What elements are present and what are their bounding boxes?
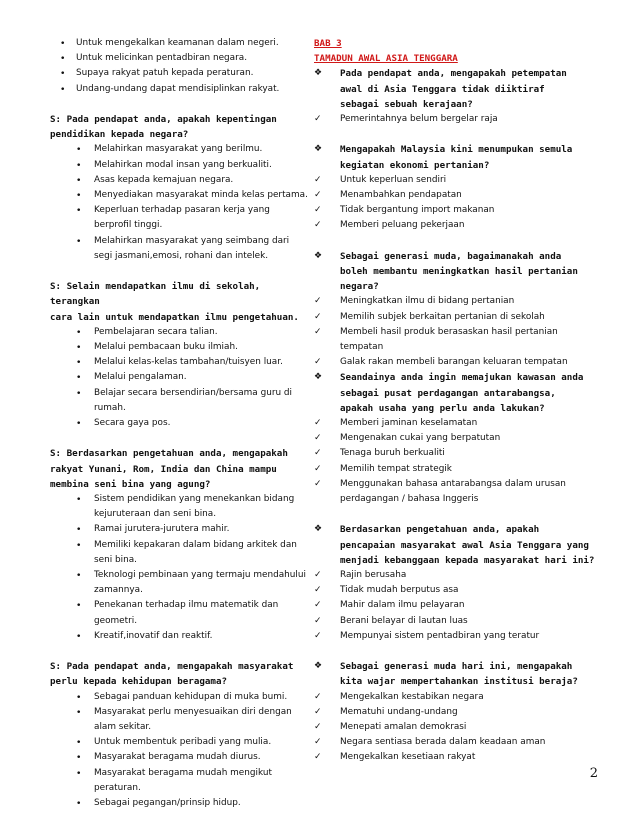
list-item [50, 766, 308, 796]
check-icon: ✓ [314, 357, 322, 368]
question-line: S: Berdasarkan pengetahuan anda, mengapakah [50, 448, 288, 460]
check-icon: ✓ [314, 585, 322, 596]
question-line: membina seni bina yang agung? [50, 478, 211, 490]
list-item-text: Sebagai panduan kehidupan di muka bumi. [94, 691, 288, 702]
list-item-text: seni bina. [94, 554, 137, 565]
check-icon: ✓ [314, 190, 322, 201]
item-text: Menepati amalan demokrasi [340, 722, 467, 733]
item-text: Memilih tempat strategik [340, 463, 452, 474]
check-icon: ✓ [314, 691, 322, 702]
check-icon: ✓ [314, 433, 322, 444]
list-item-text: Masyarakat beragama mudah diurus. [94, 752, 261, 763]
answer-item [314, 629, 596, 644]
item-text: Mempunyai sistem pentadbiran yang teratur [340, 630, 540, 641]
list-item-text: peraturan. [94, 782, 141, 793]
question-item [314, 659, 596, 689]
list-item [50, 142, 308, 157]
answer-item [314, 735, 596, 750]
list-item [50, 735, 308, 750]
list-item-text: Melalui pembacaan buku ilmiah. [94, 342, 238, 353]
item-text: Sebagai generasi muda, bagaimanakah anda [340, 250, 562, 262]
item-text: pencapaian masyarakat awal Asia Tenggara yang [340, 539, 589, 551]
item-text: kita wajar mempertahankan institusi beraja? [340, 676, 578, 688]
bullet-icon: • [76, 737, 82, 749]
list-item [50, 158, 308, 173]
answer-item [314, 112, 596, 127]
answer-item [314, 431, 596, 446]
check-icon: ✓ [314, 615, 322, 626]
question-item [314, 66, 596, 112]
check-icon: ✓ [314, 311, 322, 322]
bullet-icon: • [76, 326, 82, 338]
item-text: Menambahkan pendapatan [340, 190, 462, 201]
list-item [50, 568, 308, 598]
item-text: Memilih subjek berkaitan pertanian di sekolah [340, 311, 545, 322]
list-item [50, 705, 308, 735]
list-item [50, 188, 308, 203]
list-item-text: Melalui pengalaman. [94, 372, 187, 383]
list-item-text: Supaya rakyat patuh kepada peraturan. [76, 68, 254, 79]
list-item [50, 355, 308, 370]
question-line: cara lain untuk mendapatkan ilmu pengetahuan. [50, 311, 299, 323]
check-icon: ✓ [314, 448, 322, 459]
list-item-text: Menyediakan masyarakat minda kelas pertama. [94, 190, 308, 201]
list-item-text: Untuk melicinkan pentadbiran negara. [76, 53, 248, 64]
answer-item [314, 416, 596, 431]
check-icon: ✓ [314, 600, 322, 611]
list-item-text: Belajar secara bersendirian/bersama guru di [94, 387, 293, 398]
diamond-bullet-icon: ❖ [314, 524, 323, 535]
question-line: S: Pada pendapat anda, mengapakah masyarakat [50, 661, 294, 673]
check-icon: ✓ [314, 326, 322, 337]
list-item-text: Keperluan terhadap pasaran kerja yang [94, 205, 270, 216]
diamond-bullet-icon: ❖ [314, 661, 323, 672]
answer-item [314, 614, 596, 629]
list-item-text: alam sekitar. [94, 722, 152, 733]
item-text: Menggunakan bahasa antarabangsa dalam urusan [340, 478, 566, 489]
list-item-text: Untuk mengekalkan keamanan dalam negeri. [76, 38, 279, 48]
answer-item [314, 355, 596, 370]
page-number: 2 [589, 766, 598, 781]
bullet-icon: • [76, 691, 82, 703]
bullet-icon: • [76, 494, 82, 506]
bullet-icon: • [76, 570, 82, 582]
check-icon: ✓ [314, 418, 322, 429]
list-item-text: Melahirkan masyarakat yang berilmu. [94, 144, 263, 155]
question-line: rakyat Yunani, Rom, India dan China mampu [50, 463, 277, 475]
diamond-bullet-icon: ❖ [314, 372, 323, 383]
answer-item [314, 462, 596, 477]
spacer [314, 507, 596, 522]
item-text: apakah usaha yang perlu anda lakukan? [340, 402, 545, 414]
list-item [50, 796, 308, 811]
right-column [314, 36, 596, 766]
item-text: perdagangan / bahasa Inggeris [340, 494, 479, 505]
item-text: Tidak mudah berputus asa [340, 585, 459, 596]
item-text: Tenaga buruh berkualiti [340, 448, 445, 459]
bullet-icon: • [76, 752, 82, 764]
item-text: Memberi peluang pekerjaan [340, 220, 465, 231]
item-text: Membeli hasil produk berasaskan hasil pertanian [340, 326, 558, 337]
item-text: Untuk keperluan sendiri [340, 174, 447, 185]
list-item-text: Melahirkan modal insan yang berkualiti. [94, 159, 272, 170]
list-item-text: Sistem pendidikan yang menekankan bidang [94, 494, 295, 505]
list-item-text: rumah. [94, 402, 126, 413]
item-text: sebagai pusat perdagangan antarabangsa, [340, 387, 556, 399]
bullet-icon: • [76, 144, 82, 156]
item-text: tempatan [340, 342, 384, 353]
item-text: Pemerintahnya belum bergelar raja [340, 114, 498, 125]
item-text: Pada pendapat anda, mengapakah petempatan [340, 68, 567, 80]
item-text: Tidak bergantung import makanan [340, 205, 495, 216]
answer-item [314, 325, 596, 355]
list-item-text: Teknologi pembinaan yang termaju mendahului [94, 570, 306, 581]
spacer [314, 644, 596, 659]
chapter-label: BAB 3 [314, 38, 342, 49]
list-item-text: zamannya. [94, 585, 143, 596]
check-icon: ✓ [314, 205, 322, 216]
question-line: pendidikan kepada negara? [50, 129, 189, 141]
list-item-text: Kreatif,inovatif dan reaktif. [94, 630, 213, 641]
list-item [50, 522, 308, 537]
item-text: Sebagai generasi muda hari ini, mengapakah [340, 661, 573, 673]
check-icon: ✓ [314, 114, 322, 125]
check-icon: ✓ [314, 220, 322, 231]
bullet-icon: • [76, 235, 82, 247]
question-item [314, 522, 596, 568]
bullet-icon: • [60, 83, 66, 95]
spacer [50, 264, 308, 279]
list-item [50, 598, 308, 628]
spacer [314, 234, 596, 249]
check-icon: ✓ [314, 478, 322, 489]
list-item-text: kejuruteraan dan seni bina. [94, 509, 217, 520]
item-text: Mengekalkan kestabikan negara [340, 691, 484, 702]
question-line: S: Selain mendapatkan ilmu di sekolah, terangkan [50, 281, 261, 308]
spacer [50, 97, 308, 112]
list-item [50, 203, 308, 233]
spacer [50, 431, 308, 446]
list-item [50, 66, 308, 81]
bullet-icon: • [60, 68, 66, 80]
check-icon: ✓ [314, 570, 322, 581]
list-item [50, 173, 308, 188]
check-icon: ✓ [314, 463, 322, 474]
list-item [50, 629, 308, 644]
answer-item [314, 173, 596, 188]
answer-item [314, 568, 596, 583]
list-item-text: Secara gaya pos. [94, 418, 171, 429]
list-item [50, 538, 308, 568]
item-text: Mengenakan cukai yang berpatutan [340, 433, 501, 444]
answer-item [314, 690, 596, 705]
left-column [50, 36, 308, 811]
check-icon: ✓ [314, 706, 322, 717]
list-item-text: Masyarakat perlu menyesuaikan diri dengan [94, 706, 292, 717]
diamond-bullet-icon: ❖ [314, 144, 323, 155]
answer-item [314, 310, 596, 325]
answer-item [314, 218, 596, 233]
bullet-icon: • [76, 372, 82, 384]
list-item [50, 386, 308, 416]
bullet-icon: • [76, 387, 82, 399]
list-item [50, 750, 308, 765]
bullet-icon: • [76, 174, 82, 186]
question-item [314, 370, 596, 416]
list-item [50, 36, 308, 51]
check-icon: ✓ [314, 174, 322, 185]
check-icon: ✓ [314, 722, 322, 733]
list-item-text: Undang-undang dapat mendisiplinkan rakyat. [76, 83, 280, 94]
item-text: menjadi kebanggaan kepada masyarakat hari ini? [340, 554, 595, 566]
right-rows [314, 66, 596, 765]
list-item-text: Ramai jurutera-jurutera mahir. [94, 524, 230, 535]
item-text: Rajin berusaha [340, 570, 407, 581]
list-item-text: segi jasmani,emosi, rohani dan intelek. [94, 250, 269, 261]
item-text: Negara sentiasa berada dalam keadaan aman [340, 737, 546, 748]
list-item [50, 690, 308, 705]
list-item-text: Asas kepada kemajuan negara. [94, 174, 234, 185]
spacer [314, 127, 596, 142]
check-icon: ✓ [314, 737, 322, 748]
list-item [50, 82, 308, 97]
list-item-text: Masyarakat beragama mudah mengikut [94, 767, 272, 778]
bullet-icon: • [76, 767, 82, 779]
answer-item [314, 477, 596, 507]
answer-item [314, 598, 596, 613]
list-item-text: berprofil tinggi. [94, 220, 163, 231]
answer-item [314, 446, 596, 461]
list-item-text: Sebagai pegangan/prinsip hidup. [94, 798, 241, 809]
diamond-bullet-icon: ❖ [314, 250, 323, 261]
list-item [50, 325, 308, 340]
bullet-icon: • [76, 524, 82, 536]
bullet-icon: • [76, 357, 82, 369]
bullet-icon: • [76, 630, 82, 642]
bullet-icon: • [76, 600, 82, 612]
answer-item [314, 188, 596, 203]
list-item-text: geometri. [94, 615, 138, 626]
diamond-bullet-icon: ❖ [314, 68, 323, 79]
list-item-text: Melalui kelas-kelas tambahan/tuisyen luar. [94, 357, 283, 368]
item-text: Meningkatkan ilmu di bidang pertanian [340, 296, 515, 307]
item-text: Galak rakan membeli barangan keluaran tempatan [340, 357, 568, 368]
bullet-icon: • [60, 38, 66, 49]
answer-item [314, 705, 596, 720]
answer-item [314, 583, 596, 598]
bullet-icon: • [76, 706, 82, 718]
check-icon: ✓ [314, 752, 322, 763]
list-item-text: Pembelajaran secara talian. [94, 326, 218, 337]
item-text: Berani belayar di lautan luas [340, 615, 468, 626]
item-text: Memberi jaminan keselamatan [340, 418, 478, 429]
answer-item [314, 203, 596, 218]
list-item [50, 492, 308, 522]
item-text: Seandainya anda ingin memajukan kawasan anda [340, 372, 584, 384]
question-line: S: Pada pendapat anda, apakah kepentingan [50, 114, 277, 125]
check-icon: ✓ [314, 296, 322, 307]
bullet-icon: • [76, 159, 82, 171]
bullet-icon: • [76, 418, 82, 430]
bullet-icon: • [76, 539, 82, 551]
question-line: perlu kepada kehidupan beragama? [50, 676, 228, 688]
bullet-icon: • [76, 798, 82, 810]
question-item [314, 142, 596, 172]
item-text: sebagai sebuah kerajaan? [340, 98, 473, 110]
chapter-title: TAMADUN AWAL ASIA TENGGARA [314, 53, 458, 65]
list-item [50, 234, 308, 264]
item-text: negara? [340, 281, 379, 293]
item-text: Berdasarkan pengetahuan anda, apakah [340, 524, 540, 536]
bullet-icon: • [76, 342, 82, 354]
bullet-icon: • [76, 190, 82, 202]
list-item-text: Memiliki kepakaran dalam bidang arkitek dan [94, 539, 297, 550]
item-text: Mengapakah Malaysia kini menumpukan semula [340, 144, 573, 156]
list-item [50, 370, 308, 385]
answer-item [314, 750, 596, 765]
item-text: boleh membantu meningkatkan hasil pertanian [340, 266, 578, 278]
list-item-text: Untuk membentuk peribadi yang mulia. [94, 737, 272, 748]
item-text: Mematuhi undang-undang [340, 706, 458, 717]
list-item [50, 416, 308, 431]
check-icon: ✓ [314, 630, 322, 641]
answer-item [314, 294, 596, 309]
question-item [314, 249, 596, 295]
bullet-icon: • [60, 53, 66, 65]
item-text: kegiatan ekonomi pertanian? [340, 159, 490, 171]
list-item-text: Melahirkan masyarakat yang seimbang dari [94, 235, 290, 246]
item-text: Mahir dalam ilmu pelayaran [340, 600, 465, 611]
item-text: Mengekalkan kesetiaan rakyat [340, 752, 476, 763]
list-item-text: Penekanan terhadap ilmu matematik dan [94, 600, 279, 611]
list-item [50, 51, 308, 66]
bullet-icon: • [76, 205, 82, 217]
list-item [50, 340, 308, 355]
answer-item [314, 720, 596, 735]
item-text: awal di Asia Tenggara tidak diiktiraf [340, 83, 545, 95]
spacer [50, 644, 308, 659]
